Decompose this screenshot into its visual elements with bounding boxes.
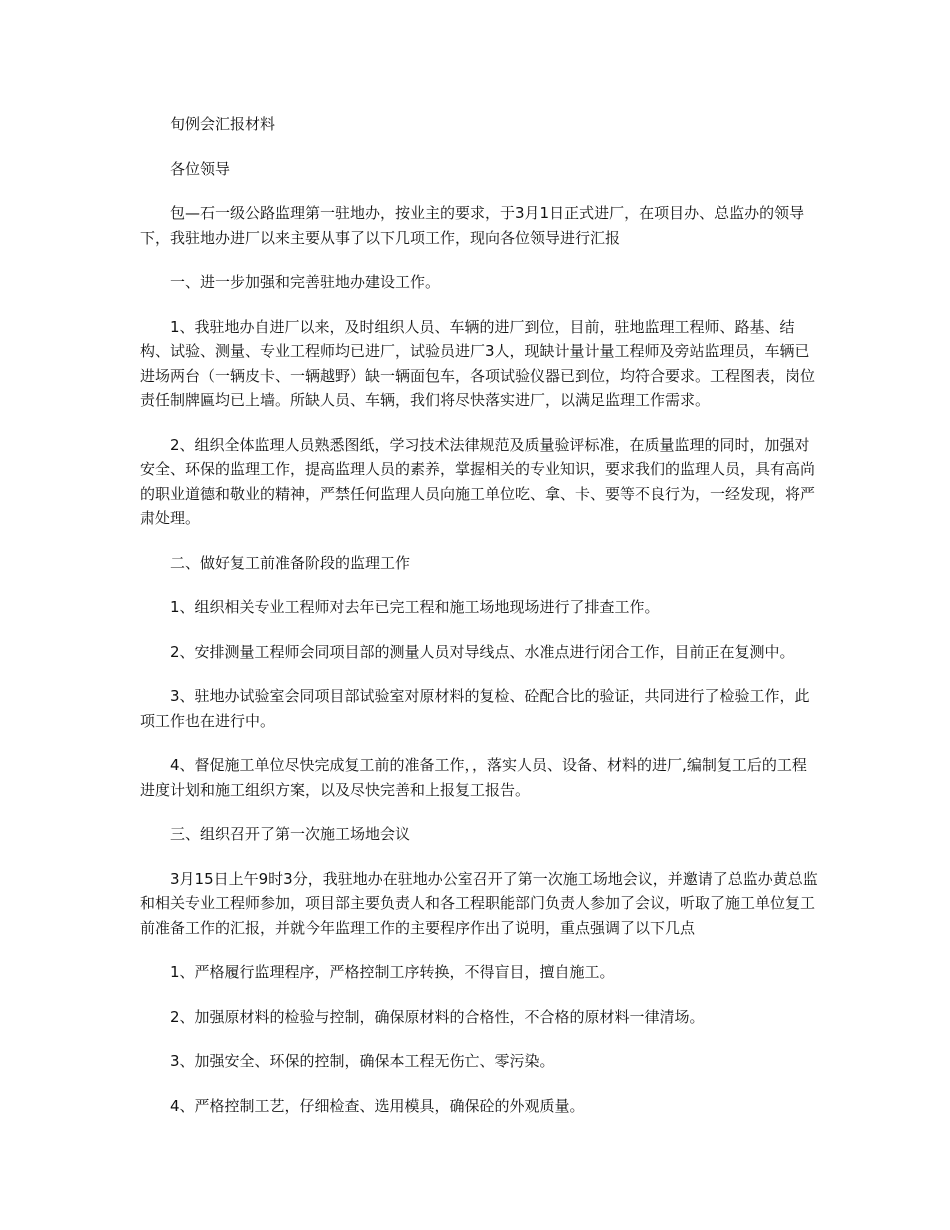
section-heading-2: 二、做好复工前准备阶段的监理工作 [170,553,411,572]
document-title: 旬例会汇报材料 [170,115,276,133]
section-3-paragraph: 3月15日上午9时3分，我驻地办在驻地办公室召开了第一次施工场地会议，并邀请了总监办黄总监和相关专业工程师参加，项目部主要负责人和各工程职能部门负责人参加了会议，听取了施工单位复工前准备工作的汇报，并就今年监理工作的主要程序作出了说明，重点强调了以下几点 [140,869,818,937]
section-2-item-4: 4、督促施工单位尽快完成复工前的准备工作，，落实人员、设备、材料的进厂,编制复工后的工程进度计划和施工组织方案，以及尽快完善和上报复工报告。 [140,756,807,799]
section-3-item-1: 1、严格履行监理程序，严格控制工序转换，不得盲目，擅自施工。 [170,963,615,981]
section-2-item-2: 2、安排测量工程师会同项目部的测量人员对导线点、水准点进行闭合工作，目前正在复测中。 [170,642,795,661]
section-2-item-3: 3、驻地办试验室会同项目部试验室对原材料的复检、砼配合比的验证，共同进行了检验工作，此项工作也在进行中。 [140,687,810,730]
section-1-item-2: 2、组织全体监理人员熟悉图纸，学习技术法律规范及质量验评标准，在质量监理的同时，加强对安全、环保的监理工作，提高监理人员的素养，掌握相关的专业知识，要求我们的监理人员，具有高尚的职业道德和敬业的精神，严禁任何监理人员向施工单位吃、拿、卡、要等不良行为，一经发现，将严肃处理。 [140,435,816,527]
section-heading-1: 一、进一步加强和完善驻地办建设工作。 [170,273,441,291]
section-1-item-1: 1、我驻地办自进厂以来，及时组织人员、车辆的进厂到位，目前，驻地监理工程师、路基、结构、试验、测量、专业工程师均已进厂，试验员进厂3人，现缺计量计量工程师及旁站监理员，车辆已进场两台（一辆皮卡、一辆越野）缺一辆面包车，各项试验仪器已到位，均符合要求。工程图表，岗位责任制牌匾均已上墙。所缺人员、车辆，我们将尽快落实进厂，以满足监理工作需求。 [140,317,816,409]
section-3-item-2: 2、加强原材料的检验与控制，确保原材料的合格性，不合格的原材料一律清场。 [170,1007,705,1026]
intro-paragraph: 包—石一级公路监理第一驻地办，按业主的要求，于3月1日正式进厂，在项目办、总监办的领导下，我驻地办进厂以来主要从事了以下几项工作，现向各位领导进行汇报 [140,204,805,247]
salutation: 各位领导 [170,159,231,178]
section-3-item-3: 3、加强安全、环保的控制，确保本工程无伤亡、零污染。 [170,1052,555,1070]
section-3-item-4: 4、严格控制工艺，仔细检查、选用模具，确保砼的外观质量。 [170,1096,585,1115]
section-2-item-1: 1、组织相关专业工程师对去年已完工程和施工场地现场进行了排查工作。 [170,598,660,616]
section-heading-3: 三、组织召开了第一次施工场地会议 [170,825,411,843]
document-body [140,112,820,1138]
